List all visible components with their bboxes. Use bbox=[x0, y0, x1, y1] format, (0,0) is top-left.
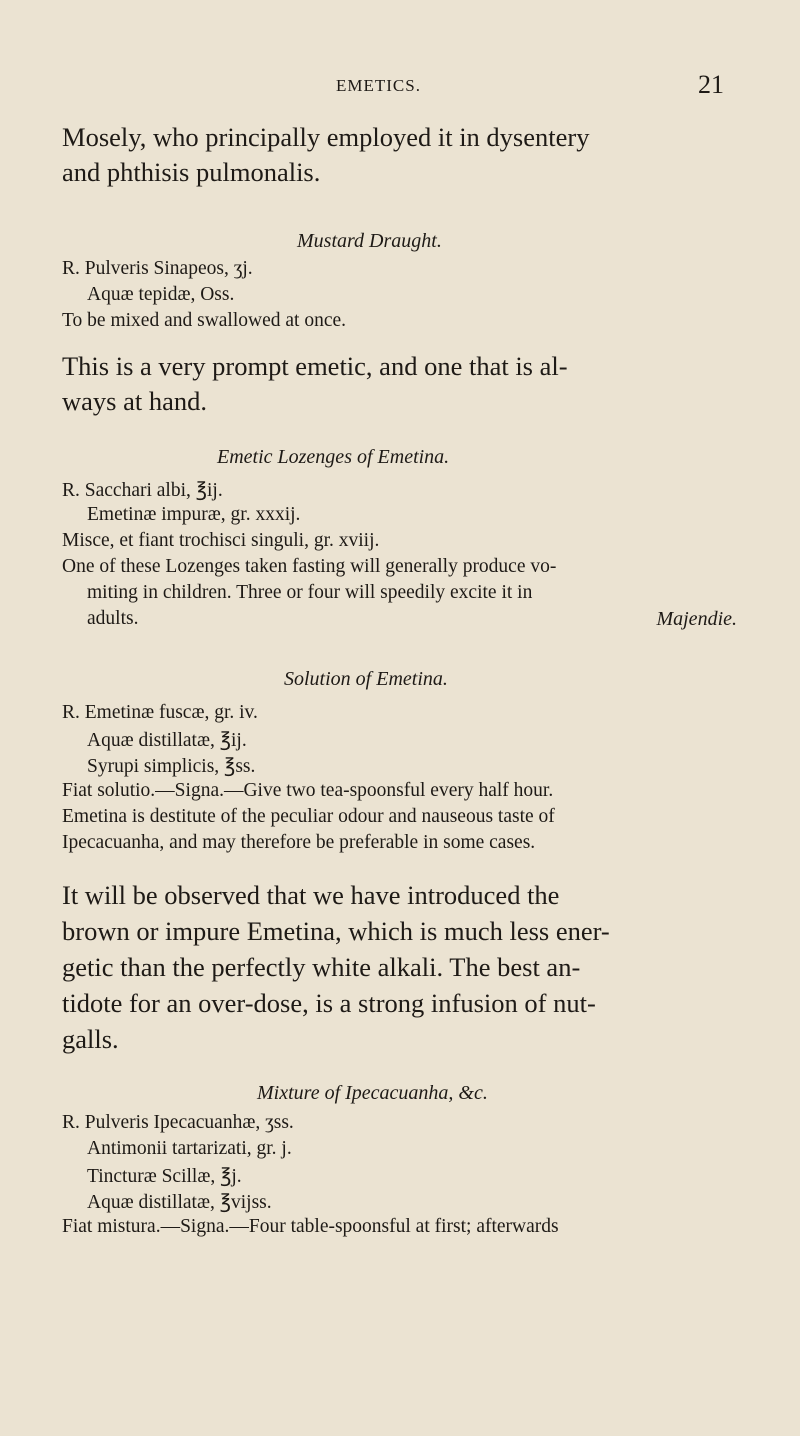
body-text-line: Aquæ distillatæ, ℥ij. bbox=[87, 730, 247, 751]
body-text-line: R. Pulveris Sinapeos, ʒj. bbox=[62, 258, 253, 279]
body-text-line: Emetina is destitute of the peculiar odour and nauseous taste of bbox=[62, 806, 555, 827]
body-text-line: Ipecacuanha, and may therefore be preferable in some cases. bbox=[62, 832, 536, 853]
section-heading: Emetic Lozenges of Emetina. bbox=[217, 446, 450, 468]
body-text-line: R. Sacchari albi, ℥ij. bbox=[62, 480, 223, 501]
body-text-line: To be mixed and swallowed at once. bbox=[62, 310, 347, 331]
body-text-line: getic than the perfectly white alkali. The best an- bbox=[62, 952, 581, 982]
body-text-line: R. Pulveris Ipecacuanhæ, ʒss. bbox=[62, 1112, 294, 1133]
body-text-line: Misce, et fiant trochisci singuli, gr. xviij. bbox=[62, 530, 380, 551]
section-heading: Mustard Draught. bbox=[297, 230, 442, 252]
running-title: EMETICS. bbox=[336, 76, 421, 95]
body-text-line: Antimonii tartarizati, gr. j. bbox=[87, 1138, 292, 1159]
attribution-line bbox=[87, 608, 737, 631]
body-text-line: One of these Lozenges taken fasting will generally produce vo- bbox=[62, 556, 557, 577]
body-text-line: Fiat solutio.—Signa.—Give two tea-spoonsful every half hour. bbox=[62, 780, 554, 801]
body-text-line: Mosely, who principally employed it in dysentery bbox=[62, 122, 590, 152]
body-text-line: Aquæ distillatæ, ℥vijss. bbox=[87, 1192, 272, 1213]
body-text-line: Syrupi simplicis, ℥ss. bbox=[87, 756, 256, 777]
body-text-line: R. Emetinæ fuscæ, gr. iv. bbox=[62, 702, 258, 723]
body-text-line: Aquæ tepidæ, Oss. bbox=[87, 284, 235, 305]
body-text-line: brown or impure Emetina, which is much less ener- bbox=[62, 916, 610, 946]
section-heading: Solution of Emetina. bbox=[284, 668, 448, 690]
body-text-line: miting in children. Three or four will speedily excite it in bbox=[87, 582, 533, 603]
body-text-line: Fiat mistura.—Signa.—Four table-spoonsful at first; afterwards bbox=[62, 1216, 559, 1237]
body-text-line: ways at hand. bbox=[62, 386, 207, 416]
body-text-line: This is a very prompt emetic, and one that is al- bbox=[62, 351, 568, 381]
body-text-line: and phthisis pulmonalis. bbox=[62, 157, 321, 187]
body-text-line: It will be observed that we have introduced the bbox=[62, 880, 560, 910]
section-heading: Mixture of Ipecacuanha, &c. bbox=[257, 1082, 488, 1104]
page-number: 21 bbox=[698, 70, 724, 99]
body-text-line: tidote for an over-dose, is a strong infusion of nut- bbox=[62, 988, 596, 1018]
body-text-line: Tincturæ Scillæ, ℥j. bbox=[87, 1166, 242, 1187]
body-text-line: galls. bbox=[62, 1024, 119, 1054]
body-text-line: adults. bbox=[87, 608, 139, 629]
attribution: Majendie. bbox=[656, 608, 737, 630]
body-text-line: Emetinæ impuræ, gr. xxxij. bbox=[87, 504, 301, 525]
